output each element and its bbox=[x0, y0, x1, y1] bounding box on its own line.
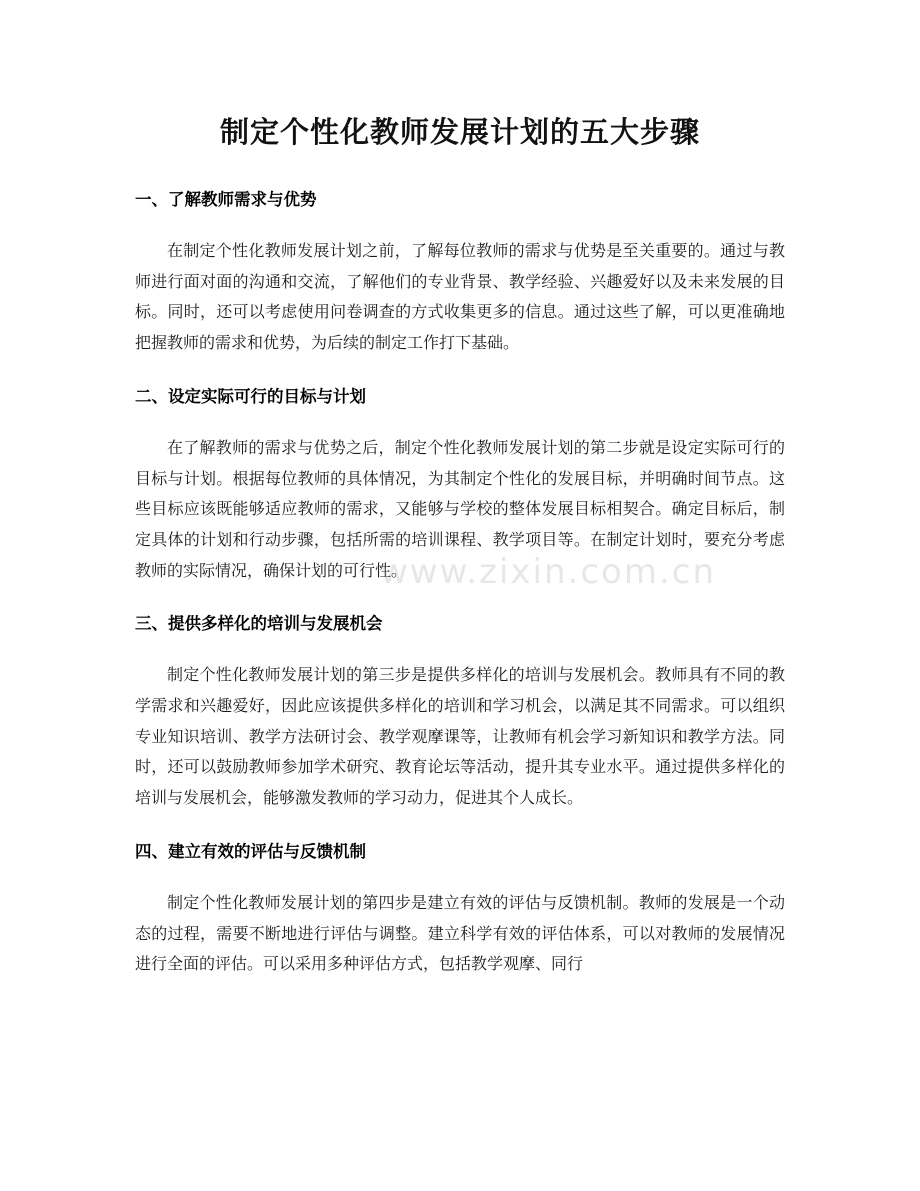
section-3 bbox=[135, 612, 785, 814]
section-heading: 二、设定实际可行的目标与计划 bbox=[135, 386, 366, 406]
watermark-text: www.zixin.com.cn bbox=[380, 552, 716, 592]
page-title: 制定个性化教师发展计划的五大步骤 bbox=[219, 115, 700, 149]
section-heading: 四、建立有效的评估与反馈机制 bbox=[135, 841, 366, 861]
section-paragraph: 在制定个性化教师发展计划之前，了解每位教师的需求与优势是至关重要的。通过与教师进行面对面的沟通和交流，了解他们的专业背景、教学经验、兴趣爱好以及未来发展的目标。同时，还可以考虑使用问卷调查的方式收集更多的信息。通过这些了解，可以更准确地把握教师的需求和优势，为后续的制定工作打下基础。 bbox=[135, 241, 785, 353]
document-page bbox=[135, 0, 785, 980]
section-paragraph: 制定个性化教师发展计划的第四步是建立有效的评估与反馈机制。教师的发展是一个动态的过程，需要不断地进行评估与调整。建立科学有效的评估体系，可以对教师的发展情况进行全面的评估。可以采用多种评估方式，包括教学观摩、同行 bbox=[135, 892, 785, 974]
section-1 bbox=[135, 188, 785, 359]
section-paragraph: 在了解教师的需求与优势之后，制定个性化教师发展计划的第二步就是设定实际可行的目标与计划。根据每位教师的具体情况，为其制定个性化的发展目标，并明确时间节点。这些目标应该既能够适应教师的需求，又能够与学校的整体发展目标相契合。确定目标后，制定具体的计划和行动步骤，包括所需的培训课程、教学项目等。在制定计划时，要充分考虑教师的实际情况，确保计划的可行性。 bbox=[135, 437, 785, 580]
section-2 bbox=[135, 385, 785, 587]
section-heading: 三、提供多样化的培训与发展机会 bbox=[135, 614, 383, 634]
section-heading: 一、了解教师需求与优势 bbox=[135, 190, 317, 209]
section-4 bbox=[135, 840, 785, 980]
section-paragraph: 制定个性化教师发展计划的第三步是提供多样化的培训与发展机会。教师具有不同的教学需求和兴趣爱好，因此应该提供多样化的培训和学习机会，以满足其不同需求。可以组织专业知识培训、教学方法研讨会、教学观摩课等，让教师有机会学习新知识和教学方法。同时，还可以鼓励教师参加学术研究、教育论坛等活动，提升其专业水平。通过提供多样化的培训与发展机会，能够激发教师的学习动力，促进其个人成长。 bbox=[135, 665, 785, 808]
